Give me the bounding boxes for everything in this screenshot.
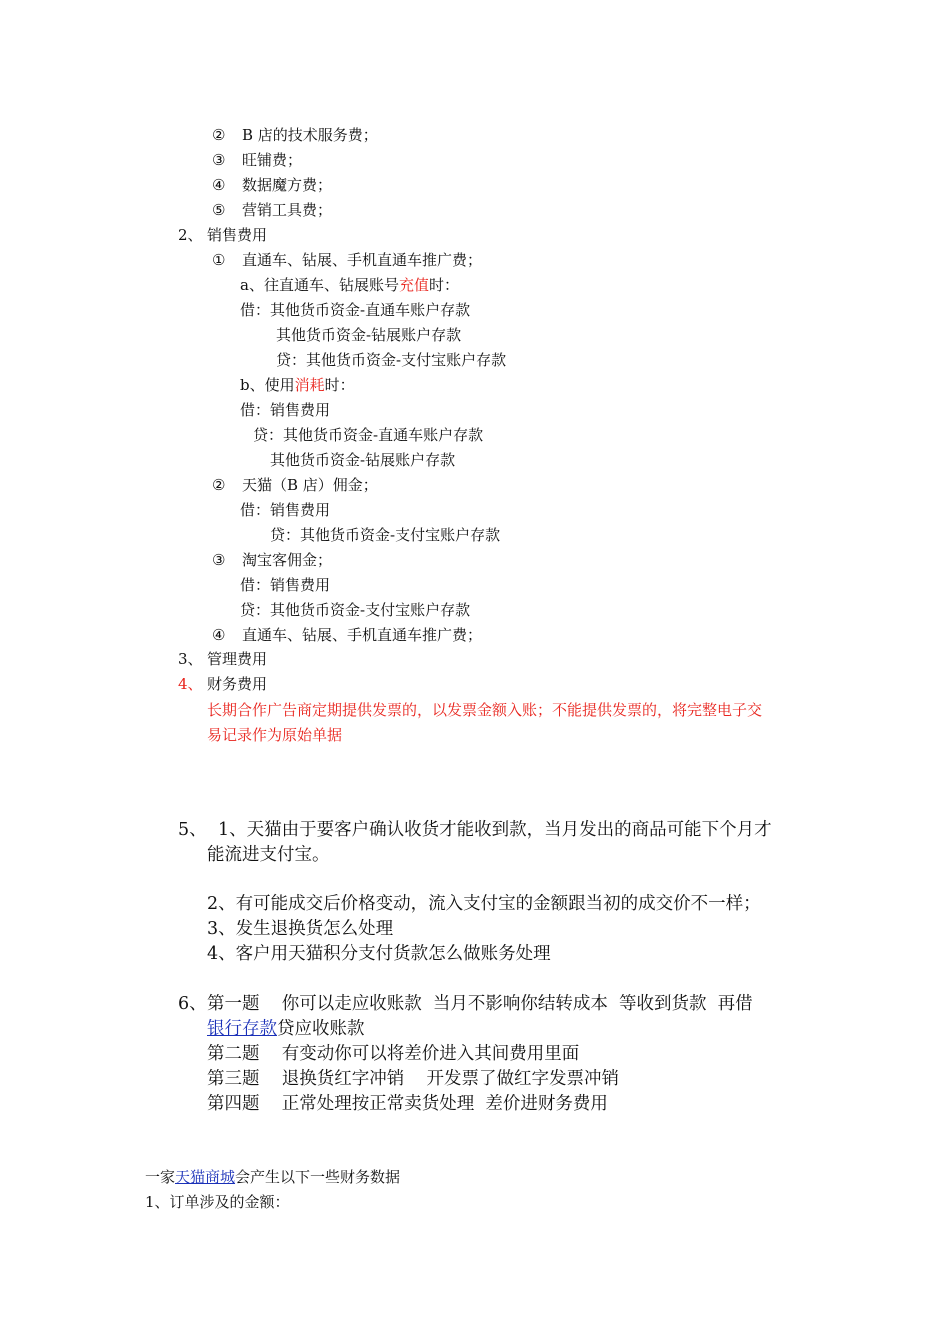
list-item: ② B 店的技术服务费；	[212, 126, 378, 144]
paragraph-line: 3、发生退换货怎么处理	[207, 919, 394, 939]
paragraph-line: 2、有可能成交后价格变动，流入支付宝的金额跟当初的成交价不一样；	[207, 894, 761, 914]
entry-line: 贷：其他货币资金-支付宝账户存款	[276, 351, 507, 369]
list-item: ③ 淘宝客佣金；	[212, 551, 333, 569]
note-text: 长期合作广告商定期提供发票的，以发票金额入账；不能提供发票的，将完整电子交	[207, 701, 763, 719]
section-heading: 2、 销售费用	[178, 226, 268, 244]
entry-line: 其他货币资金-钻展账户存款	[276, 326, 462, 344]
tmall-mall-link[interactable]: 天猫商城	[175, 1168, 236, 1186]
list-item: ⑤ 营销工具费；	[212, 201, 333, 219]
list-item: ② 天猫（B 店）佣金；	[212, 476, 378, 494]
circled-number: ④	[212, 626, 226, 644]
entry-line: 借：其他货币资金-直通车账户存款	[240, 301, 471, 319]
paragraph-line: 第三题 退换货红字冲销 开发票了做红字发票冲销	[207, 1069, 620, 1089]
circled-number: ③	[212, 551, 226, 569]
sub-item: a、往直通车、钻展账号充值时：	[240, 276, 459, 294]
entry-line: 借：销售费用	[240, 576, 331, 594]
circled-number: ③	[212, 151, 226, 169]
paragraph-line: 银行存款贷应收账款	[207, 1019, 365, 1039]
circled-number: ②	[212, 126, 226, 144]
entry-line: 借：销售费用	[240, 401, 331, 419]
circled-number: ⑤	[212, 201, 226, 219]
paragraph-line: 一家天猫商城会产生以下一些财务数据	[145, 1168, 401, 1186]
circled-number: ②	[212, 476, 226, 494]
paragraph-line: 1、订单涉及的金额：	[145, 1193, 290, 1211]
highlight-text: 消耗	[294, 376, 325, 394]
paragraph-line: 1、天猫由于要客户确认收货才能收到款，当月发出的商品可能下个月才	[218, 820, 772, 840]
entry-line: 贷：其他货币资金-支付宝账户存款	[270, 526, 501, 544]
list-item: ④ 直通车、钻展、手机直通车推广费；	[212, 626, 483, 644]
entry-line: 借：销售费用	[240, 501, 331, 519]
list-item: ④ 数据魔方费；	[212, 176, 333, 194]
circled-number: ④	[212, 176, 226, 194]
note-text: 易记录作为原始单据	[207, 726, 343, 744]
paragraph-line: 第二题 有变动你可以将差价进入其间费用里面	[207, 1044, 580, 1064]
section-heading: 3、 管理费用	[178, 650, 268, 668]
highlight-text: 充值	[398, 276, 429, 294]
paragraph-line: 第四题 正常处理按正常卖货处理 差价进财务费用	[207, 1094, 608, 1114]
section-heading: 4、 财务费用	[178, 675, 268, 693]
entry-line: 贷：其他货币资金-直通车账户存款	[253, 426, 484, 444]
entry-line: 其他货币资金-钻展账户存款	[270, 451, 456, 469]
list-item: ③ 旺铺费；	[212, 151, 303, 169]
paragraph-line: 4、客户用天猫积分支付货款怎么做账务处理	[207, 944, 551, 964]
sub-item: b、使用消耗时：	[240, 376, 355, 394]
bank-deposit-link[interactable]: 银行存款	[207, 1019, 277, 1039]
list-item: ① 直通车、钻展、手机直通车推广费；	[212, 251, 483, 269]
paragraph-line: 第一题 你可以走应收账款 当月不影响你结转成本 等收到货款 再借	[207, 994, 753, 1014]
section-number: 5、	[178, 820, 207, 840]
entry-line: 贷：其他货币资金-支付宝账户存款	[240, 601, 471, 619]
circled-number: ①	[212, 251, 226, 269]
paragraph-line: 能流进支付宝。	[207, 845, 330, 865]
section-number: 6、	[178, 994, 207, 1014]
